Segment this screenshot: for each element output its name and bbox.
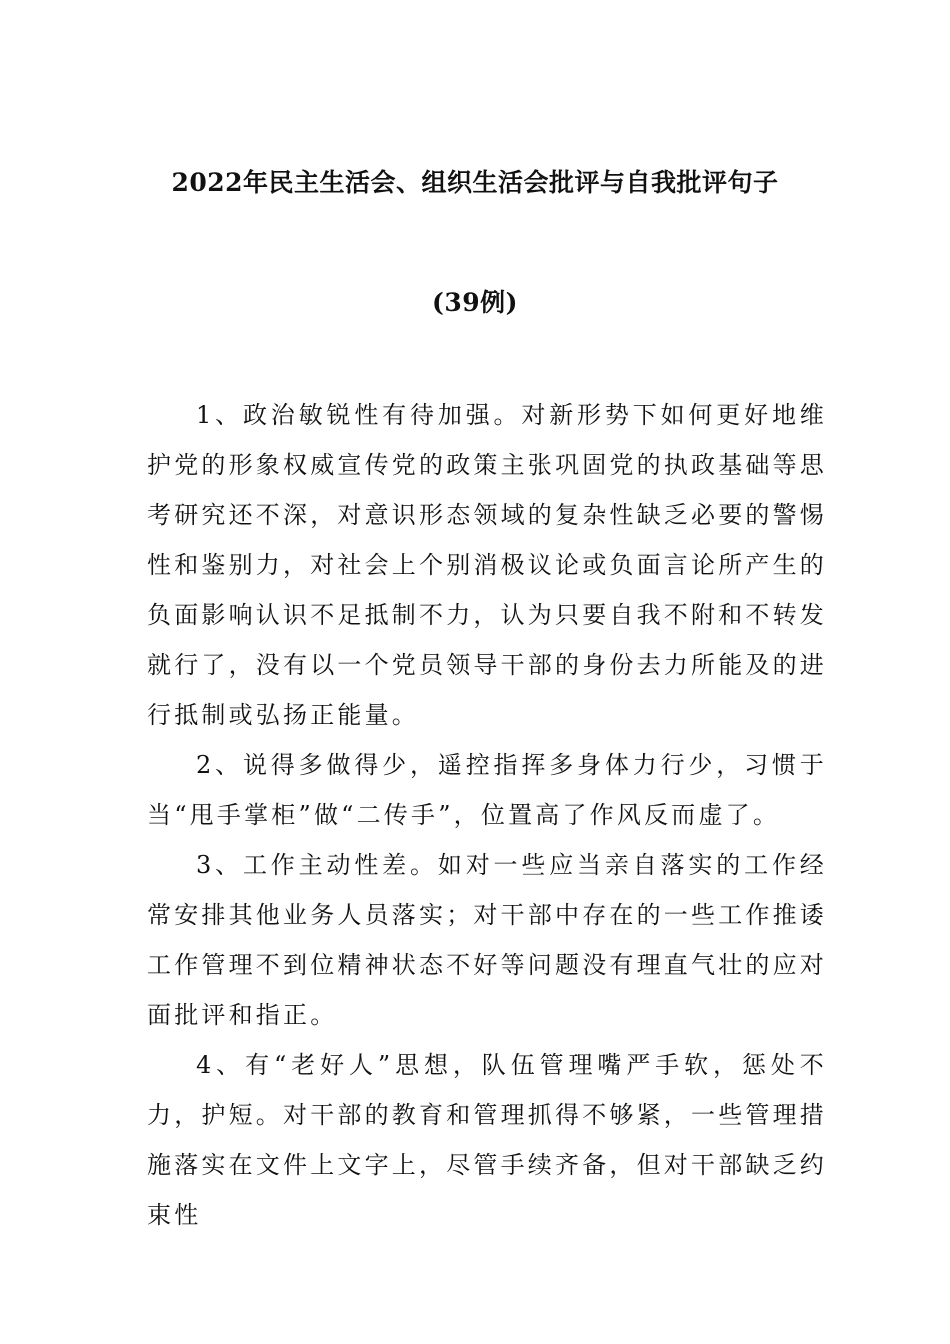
paragraph-2: 2、说得多做得少，遥控指挥多身体力行少，习惯于当“甩手掌柜”做“二传手”，位置高了作风反而虚了。 xyxy=(147,751,827,829)
document-subtitle: (39例) xyxy=(432,288,518,317)
paragraph-3: 3、工作主动性差。如对一些应当亲自落实的工作经常安排其他业务人员落实；对干部中存在的一些工作推诿工作管理不到位精神状态不好等问题没有理直气壮的应对面批评和指正。 xyxy=(147,851,827,1029)
document-body xyxy=(147,390,827,1240)
document-title: 2022年民主生活会、组织生活会批评与自我批评句子 xyxy=(171,168,779,197)
paragraph-4: 4、有“老好人”思想，队伍管理嘴严手软，惩处不力，护短。对干部的教育和管理抓得不够紧，一些管理措施落实在文件上文字上，尽管手续齐备，但对干部缺乏约束性 xyxy=(147,1051,827,1229)
paragraph-1: 1、政治敏锐性有待加强。对新形势下如何更好地维护党的形象权威宣传党的政策主张巩固党的执政基础等思考研究还不深，对意识形态领域的复杂性缺乏必要的警惕性和鉴别力，对社会上个别消极议论或负面言论所产生的负面影响认识不足抵制不力，认为只要自我不附和不转发就行了，没有以一个党员领导干部的身份去力所能及的进行抵制或弘扬正能量。 xyxy=(147,401,827,729)
